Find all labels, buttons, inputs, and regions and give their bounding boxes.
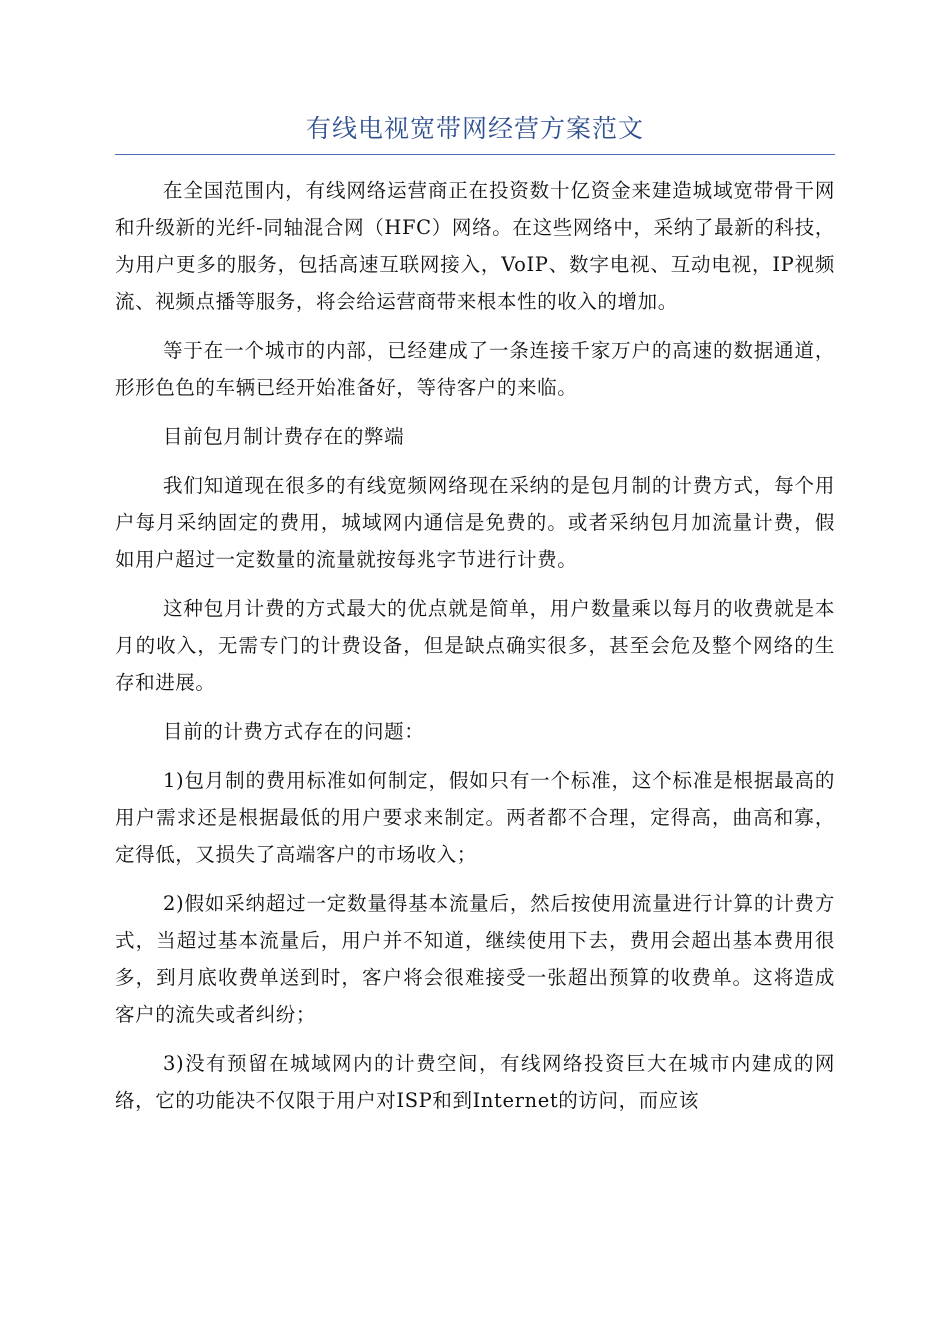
title-block [115, 112, 835, 146]
paragraph: 等于在一个城市的内部，已经建成了一条连接千家万户的高速的数据通道，形形色色的车辆已经开始准备好，等待客户的来临。 [115, 339, 835, 399]
document-body [115, 172, 835, 1131]
list-item: 3)没有预留在城域网内的计费空间，有线网络投资巨大在城市内建成的网络，它的功能决不仅限于用户对ISP和到Internet的访问，而应该 [115, 1052, 835, 1112]
document-title: 有线电视宽带网经营方案范文 [305, 114, 644, 143]
section-heading: 目前的计费方式存在的问题： [163, 720, 425, 743]
list-item: 2)假如采纳超过一定数量得基本流量后，然后按使用流量进行计算的计费方式，当超过基本流量后，用户并不知道，继续使用下去，费用会超出基本费用很多，到月底收费单送到时，客户将会很难接受一张超出预算的收费单。这将造成客户的流失或者纠纷； [115, 892, 835, 1026]
paragraph: 这种包月计费的方式最大的优点就是简单，用户数量乘以每月的收费就是本月的收入，无需专门的计费设备，但是缺点确实很多，甚至会危及整个网络的生存和进展。 [115, 597, 835, 694]
list-item: 1)包月制的费用标准如何制定，假如只有一个标准，这个标准是根据最高的用户需求还是根据最低的用户要求来制定。两者都不合理，定得高，曲高和寡，定得低，又损失了高端客户的市场收入； [115, 769, 835, 866]
paragraph: 我们知道现在很多的有线宽频网络现在采纳的是包月制的计费方式，每个用户每月采纳固定的费用，城域网内通信是免费的。或者采纳包月加流量计费，假如用户超过一定数量的流量就按每兆字节进行计费。 [115, 474, 835, 571]
section-heading: 目前包月制计费存在的弊端 [163, 425, 405, 448]
title-underline [115, 154, 835, 155]
paragraph: 在全国范围内，有线网络运营商正在投资数十亿资金来建造城域宽带骨干网和升级新的光纤-同轴混合网（HFC）网络。在这些网络中，采纳了最新的科技，为用户更多的服务，包括高速互联网接入，VoIP、数字电视、互动电视，IP视频流、视频点播等服务，将会给运营商带来根本性的收入的增加。 [115, 179, 835, 313]
